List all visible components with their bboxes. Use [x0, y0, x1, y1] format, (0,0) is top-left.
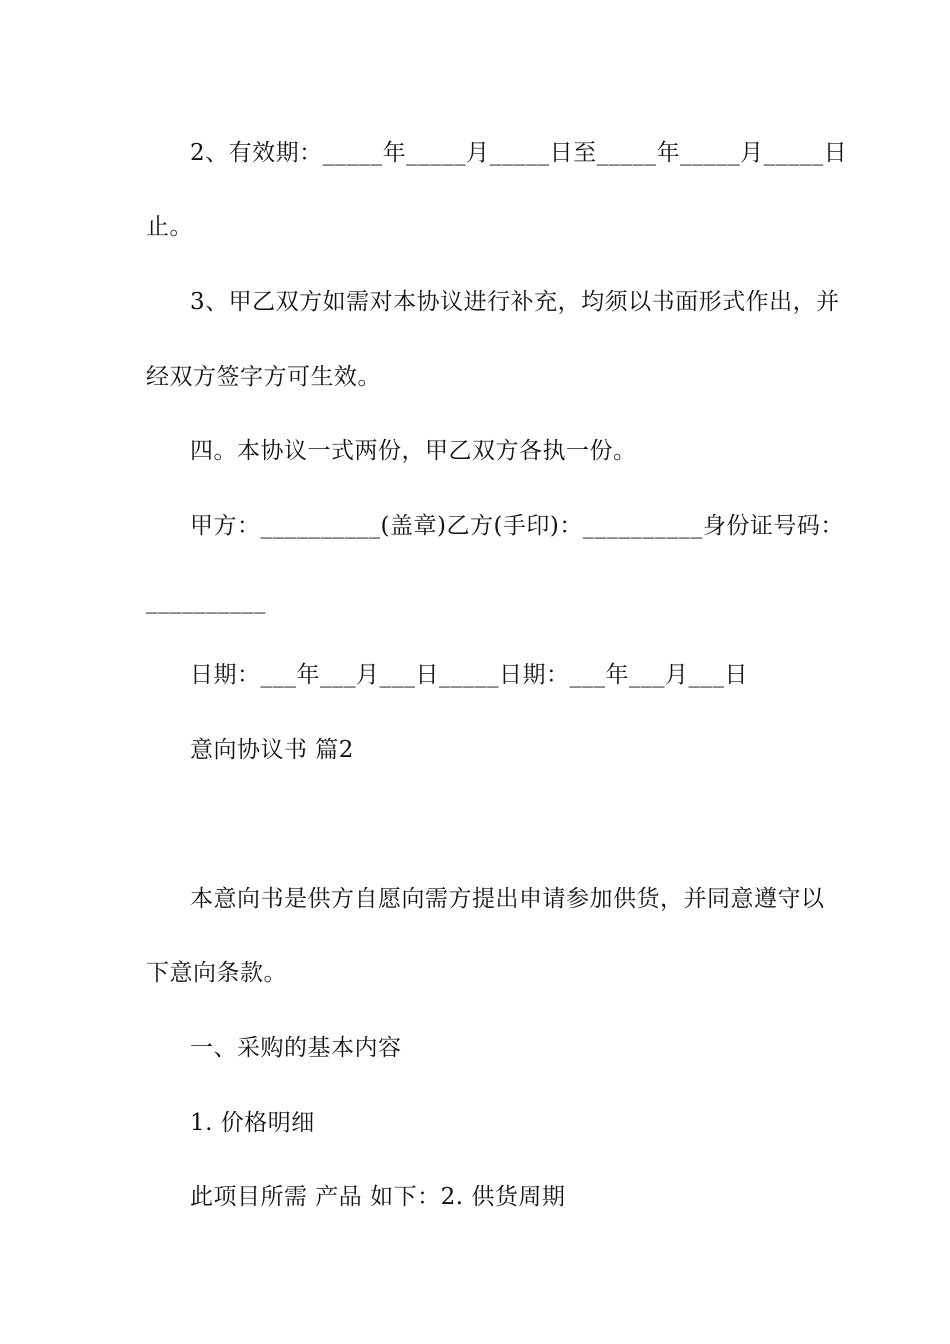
procurement-heading: 一、采购的基本内容 — [190, 1035, 402, 1061]
products-supply-line: 此项目所需 产品 如下：2. 供货周期 — [190, 1184, 566, 1210]
section-heading-part2: 意向协议书 篇2 — [190, 737, 354, 763]
id-number-blank: __________ — [146, 588, 266, 614]
supplement-clause-line-end: 经双方签字方可生效。 — [146, 364, 381, 390]
date-line: 日期：___年___月___日_____日期：___年___月___日 — [190, 662, 748, 688]
validity-period-line: 2、有效期：_____年_____月_____日至_____年_____月_____日 — [190, 140, 848, 166]
supplement-clause-line: 3、甲乙双方如需对本协议进行补充，均须以书面形式作出，并 — [190, 289, 840, 315]
intent-intro-line: 本意向书是供方自愿向需方提出申请参加供货，并同意遵守以 — [190, 886, 825, 912]
price-details-item: 1. 价格明细 — [190, 1110, 315, 1136]
intent-intro-line-end: 下意向条款。 — [146, 960, 287, 986]
signature-line: 甲方：__________(盖章)乙方(手印)：__________身份证号码： — [190, 513, 844, 539]
copies-clause: 四。本协议一式两份，甲乙双方各执一份。 — [190, 438, 637, 464]
validity-period-line-end: 止。 — [146, 214, 193, 240]
